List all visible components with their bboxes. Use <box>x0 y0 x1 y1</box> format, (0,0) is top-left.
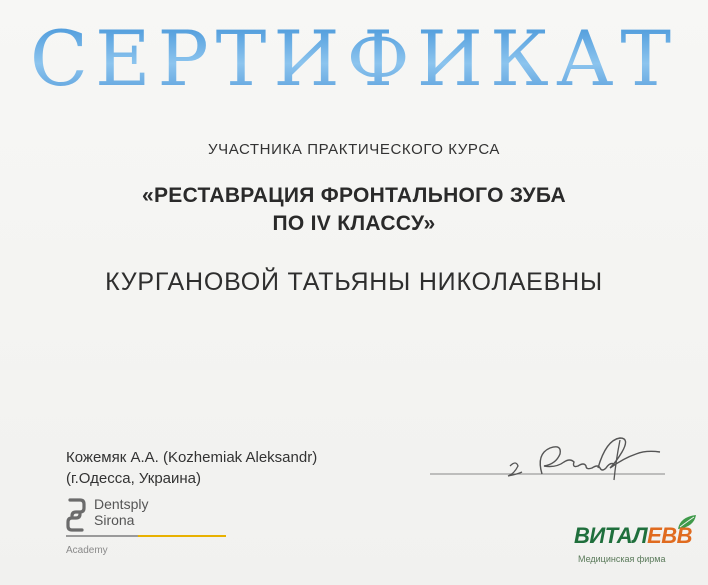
signer-name: Кожемяк А.А. (Kozhemiak Aleksandr) <box>66 449 318 466</box>
recipient-name: КУРГАНОВОЙ ТАТЬЯНЫ НИКОЛАЕВНЫ <box>105 268 603 296</box>
course-name <box>0 182 708 238</box>
dentsply-word: Dentsply <box>94 496 149 512</box>
dentsply-sirona-logo <box>66 496 246 560</box>
sirona-word: Sirona <box>94 512 135 528</box>
academy-divider <box>66 535 226 537</box>
vital-tagline: Медицинская фирма <box>578 554 666 564</box>
vital-name: ВИТАЛ <box>574 523 648 548</box>
vital-wordmark <box>574 523 692 549</box>
dentsply-sirona-wordmark <box>94 496 148 528</box>
dentsply-sirona-mark-icon <box>66 498 86 532</box>
certificate-subtitle: УЧАСТНИКА ПРАКТИЧЕСКОГО КУРСА <box>207 141 501 158</box>
certificate-title: СЕРТИФИКАТ <box>0 14 708 104</box>
course-name-line-1: «РЕСТАВРАЦИЯ ФРОНТАЛЬНОГО ЗУБА <box>142 184 566 207</box>
handwritten-signature <box>430 430 680 500</box>
vital-suffix: EBB <box>647 523 693 548</box>
signer-location: (г.Одесса, Украина) <box>66 470 202 487</box>
vital-evv-logo <box>574 523 704 583</box>
academy-label: Academy <box>66 545 108 556</box>
course-name-line-2: ПО IV КЛАССУ» <box>272 212 436 235</box>
signer-block <box>66 447 317 489</box>
